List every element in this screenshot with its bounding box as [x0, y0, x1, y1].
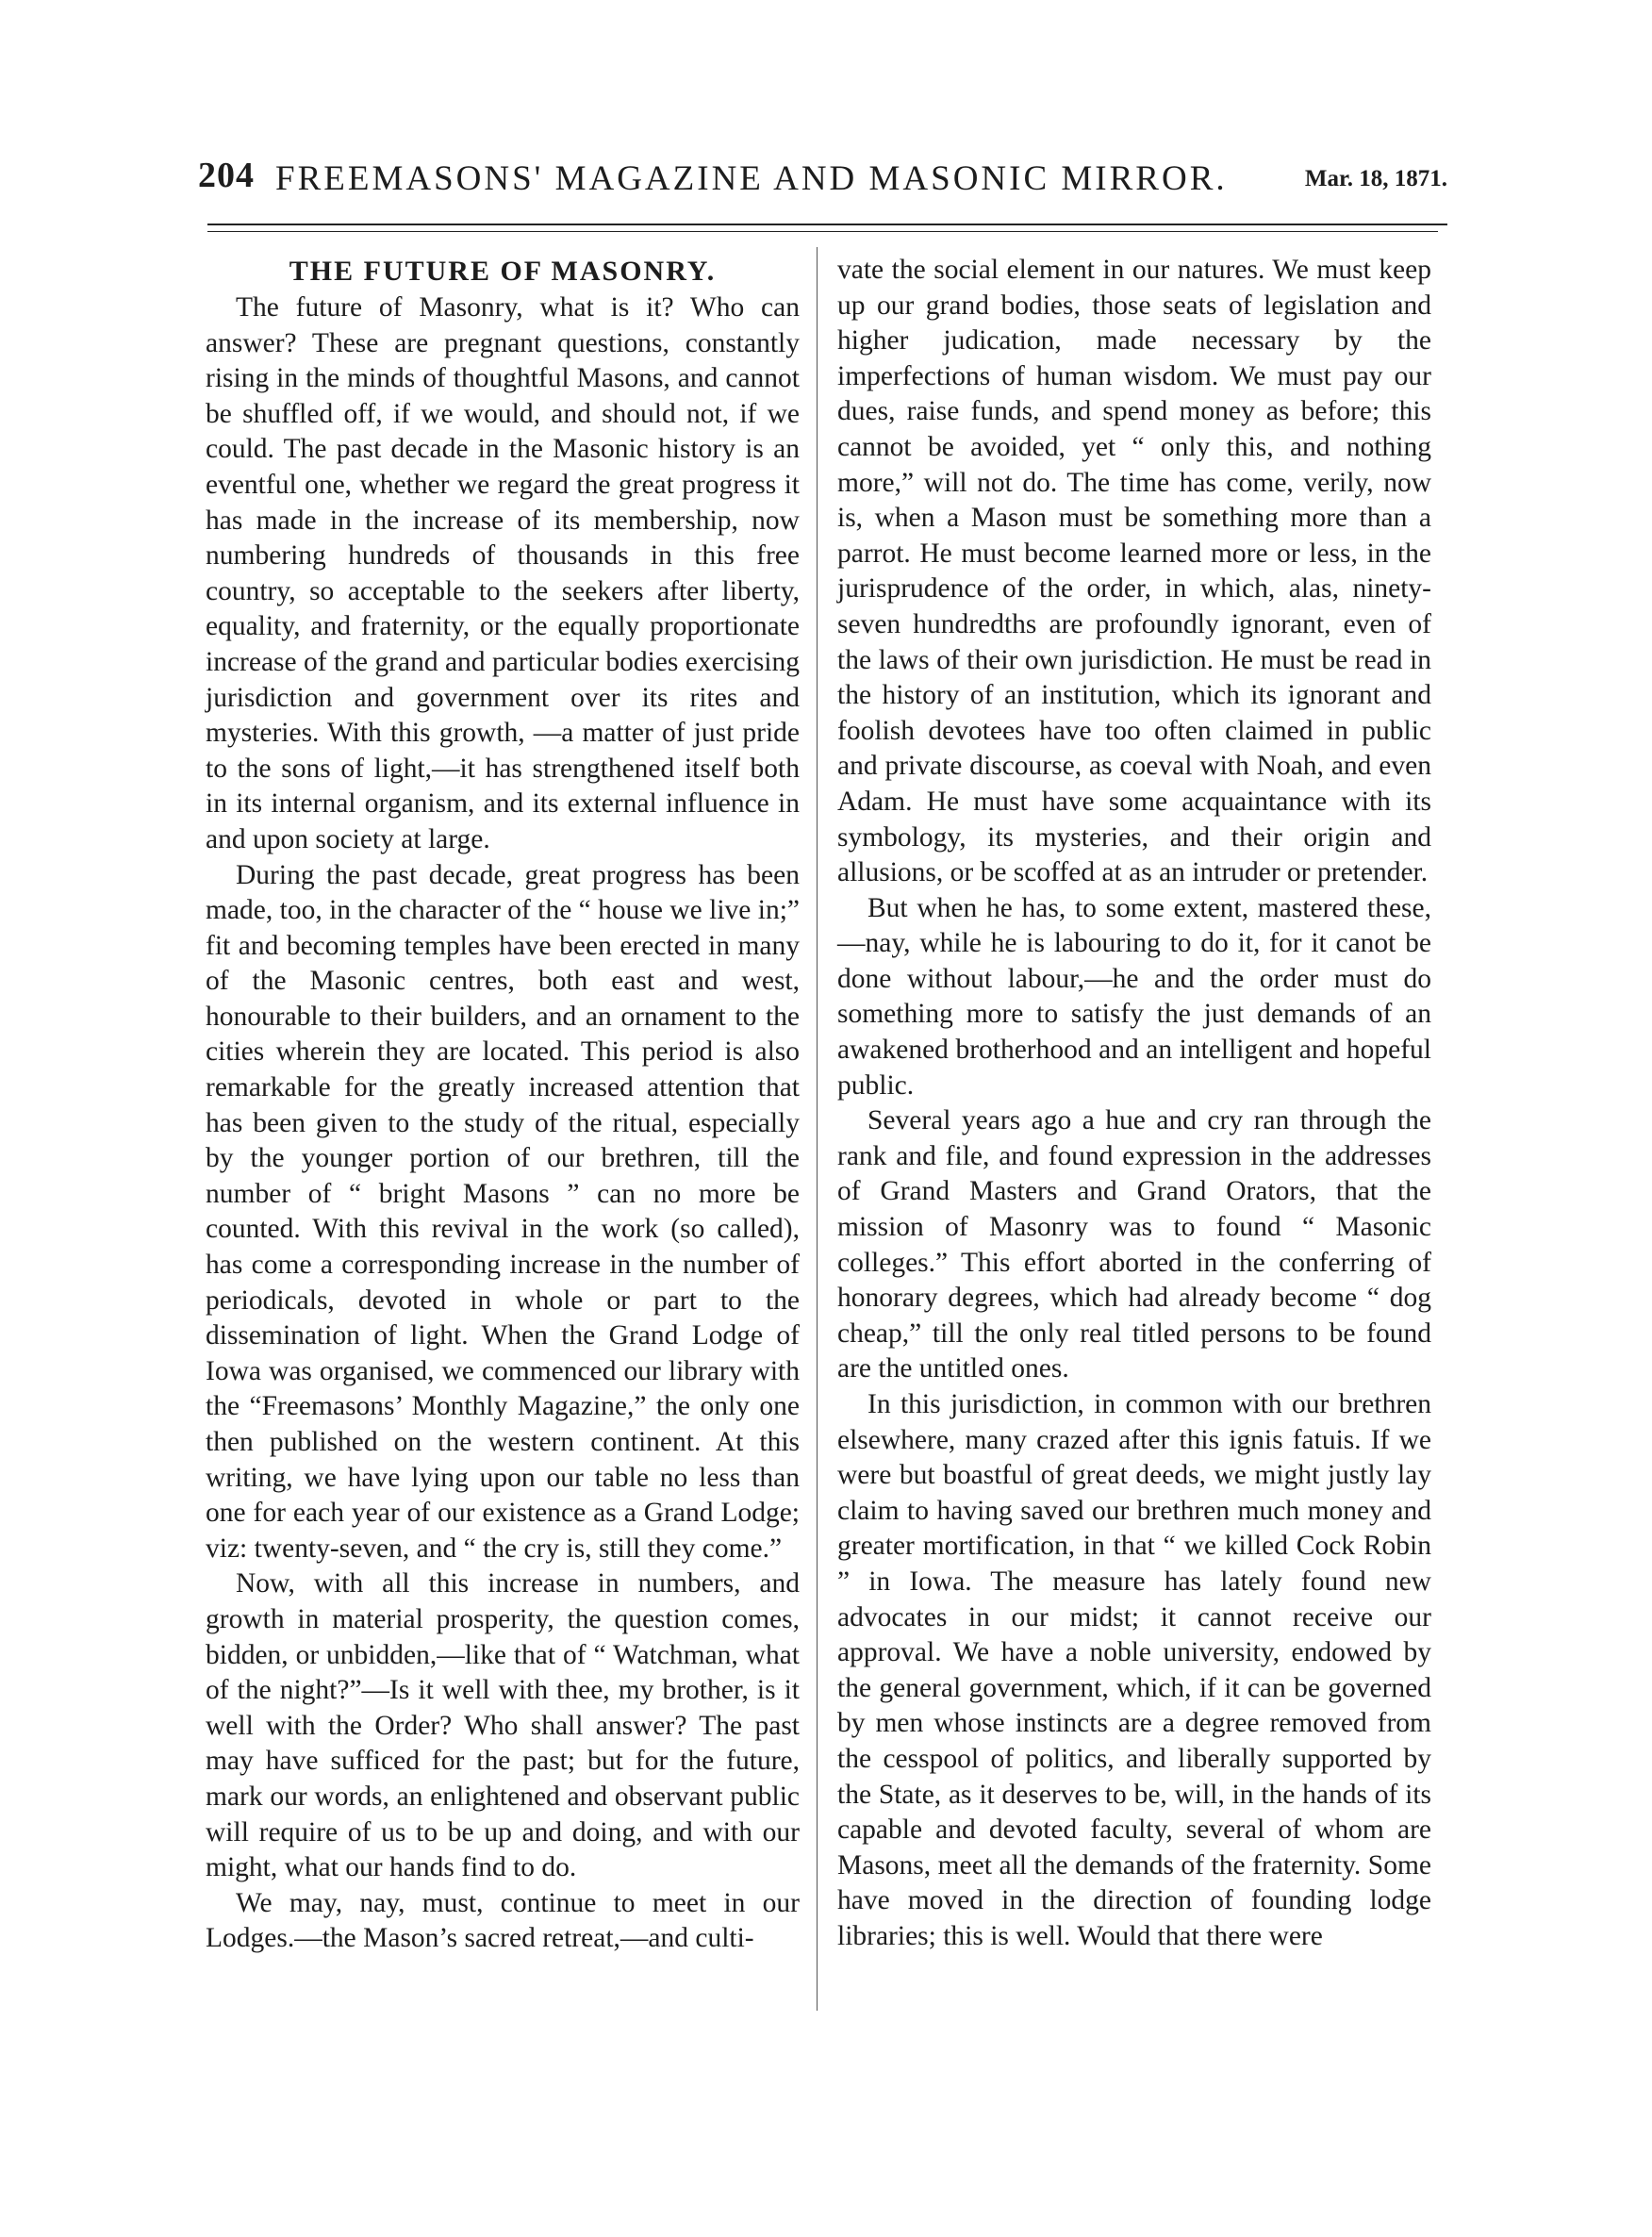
paragraph: In this jurisdiction, in common with our brethren elsewhere, many crazed after this ignis fatuis. If we were but boastful of great deeds, we might justly lay claim to having saved our brethren much money and greater mortification, in that “ we killed Cock Robin ” in Iowa. The measure has lately found new advocates in our midst; it cannot receive our approval. We have a noble university, endowed by the general government, which, if it can be governed by men whose instincts are a degree removed from the cesspool of politics, and liberally supported by the State, as it deserves to be, will, in the hands of its capable and devoted faculty, several of whom are Masons, meet all the demands of the fraternity. Some have moved in the direction of founding lodge libraries; this is well. Would that there were	[837, 1389, 1431, 1951]
paragraph: During the past decade, great progress has been made, too, in the character of the “ house we live in;” fit and becoming temples have been erected in many of the Masonic centres, both east and west, honourable to their builders, and an ornament to the cities wherein they are located. This period is also remarkable for the greatly increased attention that has been given to the study of the ritual, especially by the younger portion of our brethren, till the number of “ bright Masons ” can no more be counted. With this revival in the work (so called), has come a corresponding increase in the number of periodicals, devoted in whole or part to the dissemination of light. When the Grand Lodge of Iowa was organised, we commenced our library with the “Freemasons’ Monthly Magazine,” the only one then published on the western continent. At this writing, we have lying upon our table no less than one for each year of our existence as a Grand Lodge; viz: twenty-seven, and “ the cry is, still they come.”	[206, 859, 800, 1564]
paragraph: The future of Masonry, what is it? Who can answer? These are pregnant questions, constantly rising in the minds of thoughtful Masons, and cannot be shuffled off, if we would, and should not, if we could. The past decade in the Masonic history is an eventful one, whether we regard the great progress it has made in the increase of its membership, now numbering hundreds of thousands in this free country, so acceptable to the seekers after liberty, equality, and fraternity, or the equally proportionate increase of the grand and particular bodies exercising jurisdiction and government over its rites and mysteries. With this growth, —a matter of just pride to the sons of light,—it has strengthened itself both in its internal organism, and its external influence in and upon society at large.	[206, 292, 800, 854]
left-column	[206, 253, 800, 1957]
right-column	[837, 253, 1431, 1955]
paragraph: vate the social element in our natures. We must keep up our grand bodies, those seats of legislation and higher judication, made necessary by the imperfections of human wisdom. We must pay our dues, raise funds, and spend money as before; this cannot be avoided, yet “ only this, and nothing more,” will not do. The time has come, verily, now is, when a Mason must be something more than a parrot. He must become learned more or less, in the jurisprudence of the order, in which, alas, ninety-seven hundredths are profoundly ignorant, even of the laws of their own jurisdiction. He must be read in the history of an institution, which its ignorant and foolish devotees have too often claimed in public and private discourse, as coeval with Noah, and even Adam. He must have some acquaintance with its symbology, its mysteries, and their origin and allusions, or be scoffed at as an intruder or pretender.	[837, 255, 1431, 888]
paragraph: But when he has, to some extent, mastered these,—nay, while he is labouring to do it, for it canot be done without labour,—he and the order must do something more to satisfy the just demands of an awakened brotherhood and an intelligent and hopeful public.	[837, 892, 1431, 1101]
page-header	[198, 155, 1447, 202]
issue-date: Mar. 18, 1871.	[1304, 166, 1447, 191]
column-divider	[817, 247, 818, 2011]
running-title: FREEMASONS' MAGAZINE AND MASONIC MIRROR.	[275, 159, 1228, 198]
article-title: THE FUTURE OF MASONRY.	[289, 256, 717, 287]
paragraph: We may, nay, must, continue to meet in our Lodges.—the Mason’s sacred retreat,—and culti-	[206, 1887, 800, 1954]
paragraph: Several years ago a hue and cry ran through the rank and file, and found expression in the addresses of Grand Masters and Grand Orators, that the mission of Masonry was to found “ Masonic colleges.” This effort aborted in the conferring of honorary degrees, which had already become “ dog cheap,” till the only real titled persons to be found are the untitled ones.	[837, 1105, 1431, 1384]
header-rule-bottom	[207, 231, 1438, 232]
paragraph: Now, with all this increase in numbers, and growth in material prosperity, the question comes, bidden, or unbidden,—like that of “ Watchman, what of the night?”—Is it well with thee, my brother, is it well with the Order? Who shall answer? The past may have sufficed for the past; but for the future, mark our words, an enlightened and observant public will require of us to be up and doing, and with our might, what our hands find to do.	[206, 1568, 800, 1883]
page-number: 204	[198, 156, 255, 195]
header-rule-top	[207, 224, 1447, 225]
